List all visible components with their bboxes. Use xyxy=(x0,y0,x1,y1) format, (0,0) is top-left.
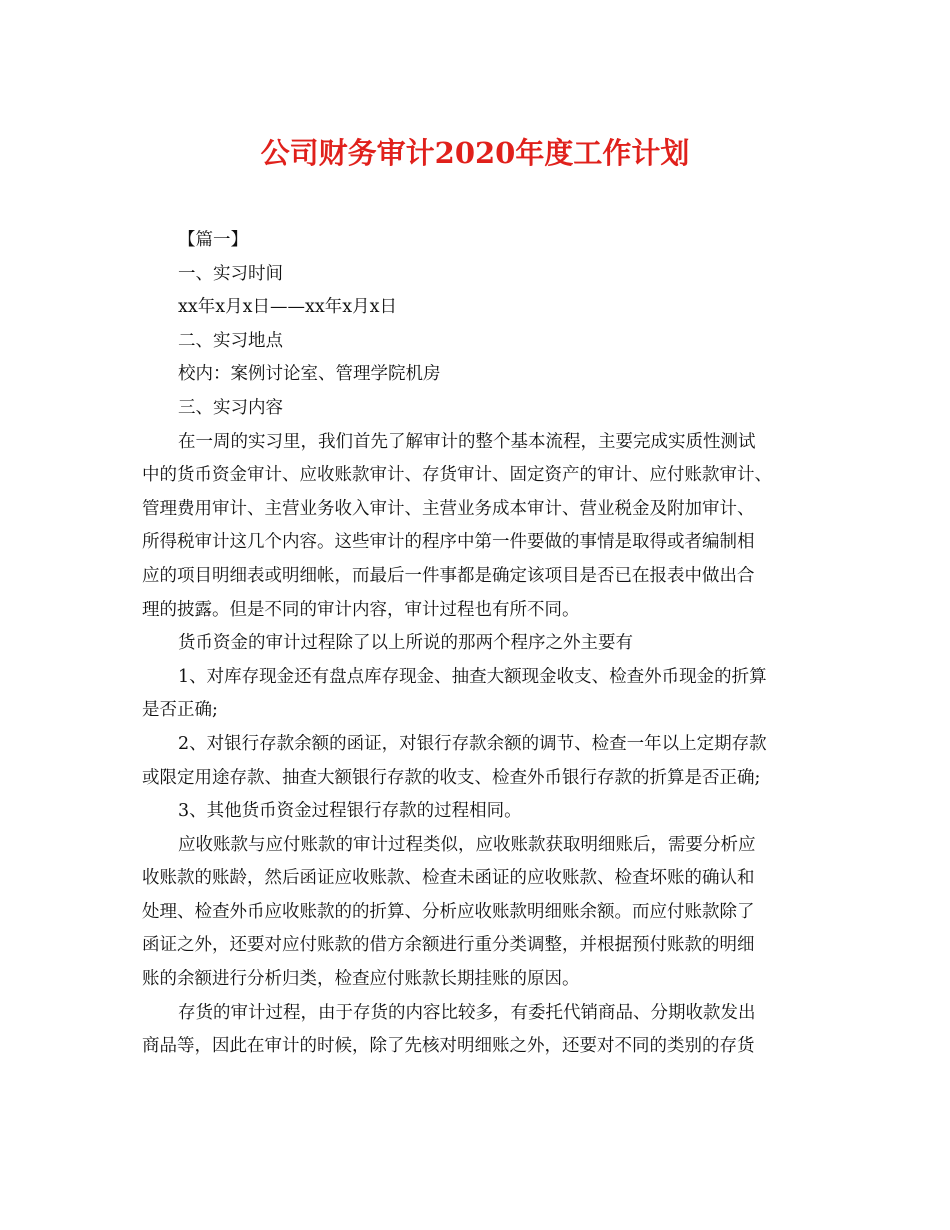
text-line: 商品等，因此在审计的时候，除了先核对明细账之外，还要对不同的类别的存货 xyxy=(142,1036,755,1057)
text-line: 或限定用途存款、抽查大额银行存款的收支、检查外币银行存款的折算是否正确; xyxy=(142,767,761,788)
text-line: 账的余额进行分析归类，检查应付账款长期挂账的原因。 xyxy=(142,969,580,990)
text-line: 处理、检查外币应收账款的的折算、分析应收账款明细账余额。而应付账款除了 xyxy=(142,901,755,922)
text-line: 【篇一】 xyxy=(178,230,248,250)
text-line: 收账款的账龄，然后函证应收账款、检查未函证的应收账款、检查坏账的确认和 xyxy=(142,868,755,889)
text-line: 函证之外，还要对应付账款的借方余额进行重分类调整，并根据预付账款的明细 xyxy=(142,935,755,956)
text-line: 应的项目明细表或明细帐，而最后一件事都是确定该项目是否已在报表中做出合 xyxy=(142,565,755,586)
text-line: 是否正确; xyxy=(142,700,218,721)
text-line: 3、其他货币资金过程银行存款的过程相同。 xyxy=(178,801,522,822)
text-line: 2、对银行存款余额的函证，对银行存款余额的调节、检查一年以上定期存款 xyxy=(178,733,767,754)
text-line: 三、实习内容 xyxy=(178,397,283,418)
text-line: 应收账款与应付账款的审计过程类似，应收账款获取明细账后，需要分析应 xyxy=(178,834,756,855)
text-line: xx年x月x日——xx年x月x日 xyxy=(178,297,397,318)
text-line: 1、对库存现金还有盘点库存现金、抽查大额现金收支、检查外币现金的折算 xyxy=(178,666,767,687)
text-line: 中的货币资金审计、应收账款审计、存货审计、固定资产的审计、应付账款审计、 xyxy=(142,465,772,486)
text-line: 一、实习时间 xyxy=(178,263,283,284)
text-line: 理的披露。但是不同的审计内容，审计过程也有所不同。 xyxy=(142,599,580,620)
text-line: 管理费用审计、主营业务收入审计、主营业务成本审计、营业税金及附加审计、 xyxy=(142,498,755,519)
text-line: 校内：案例讨论室、管理学院机房 xyxy=(178,364,441,385)
text-line: 二、实习地点 xyxy=(178,330,283,351)
text-line: 在一周的实习里，我们首先了解审计的整个基本流程，主要完成实质性测试 xyxy=(178,431,756,452)
document-title: 公司财务审计2020年度工作计划 xyxy=(260,136,690,170)
document-body xyxy=(142,224,806,1064)
text-line: 存货的审计过程，由于存货的内容比较多，有委托代销商品、分期收款发出 xyxy=(178,1002,756,1023)
text-line: 货币资金的审计过程除了以上所说的那两个程序之外主要有 xyxy=(178,633,633,654)
text-line: 所得税审计这几个内容。这些审计的程序中第一件要做的事情是取得或者编制相 xyxy=(142,532,755,553)
